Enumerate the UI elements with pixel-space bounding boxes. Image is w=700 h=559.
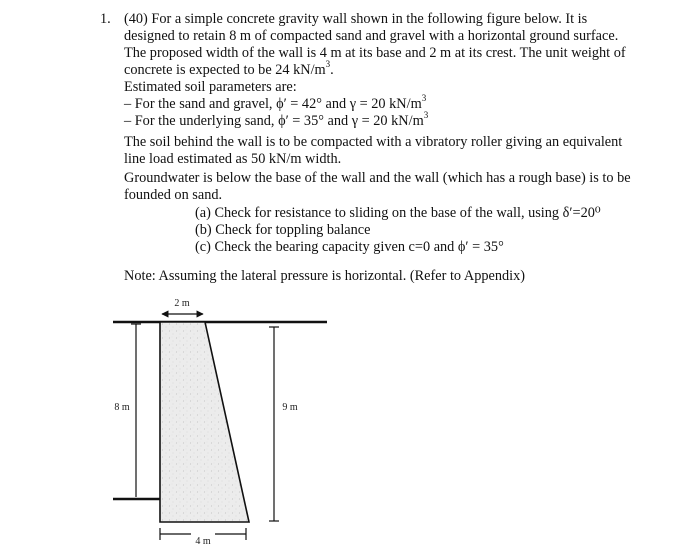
intro-line-1: (40) For a simple concrete gravity wall shown in the following figure below. It is [124,11,588,27]
soil-heading: Estimated soil parameters are: [124,79,297,95]
intro-line-4-text: concrete is expected to be 24 kN/m [124,62,326,78]
part-b: (b) Check for toppling balance [195,222,371,238]
base-width-label: 4 m [195,536,211,547]
question-number: 1. [100,11,111,27]
soil-param-sand-gravel-sup: 3 [421,93,427,104]
intro-line-4-tail: . [330,62,334,78]
soil-param-underlying-sand-sup: 3 [423,110,429,121]
part-c: (c) Check the bearing capacity given c=0 and ϕ′ = 35° [195,239,504,255]
compaction-line-1: The soil behind the wall is to be compacted with a vibratory roller giving an equivalent [124,134,623,150]
crest-width-label: 2 m [174,298,190,309]
intro-line-2: designed to retain 8 m of compacted sand and gravel with a horizontal ground surface. [124,28,619,44]
soil-param-sand-gravel-text: – For the sand and gravel, ϕ′ = 42° and γ = 20 kN/m [124,96,422,112]
note: Note: Assuming the lateral pressure is horizontal. (Refer to Appendix) [124,268,526,284]
soil-param-underlying-sand-text: – For the underlying sand, ϕ′ = 35° and γ = 20 kN/m [124,113,424,129]
compaction-line-2: line load estimated as 50 kN/m width. [124,151,342,167]
groundwater-line-2: founded on sand. [124,187,223,203]
wall-height-label: 9 m [282,402,298,413]
intro-line-3: The proposed width of the wall is 4 m at its base and 2 m at its crest. The unit weight of [124,45,626,61]
retained-height-label: 8 m [114,402,130,413]
concrete-wall [160,322,249,522]
groundwater-line-1: Groundwater is below the base of the wall and the wall (which has a rough base) is to be [124,170,631,186]
part-a: (a) Check for resistance to sliding on the base of the wall, using δ′=20⁰ [195,205,601,221]
unit-superscript: 3 [325,59,331,70]
